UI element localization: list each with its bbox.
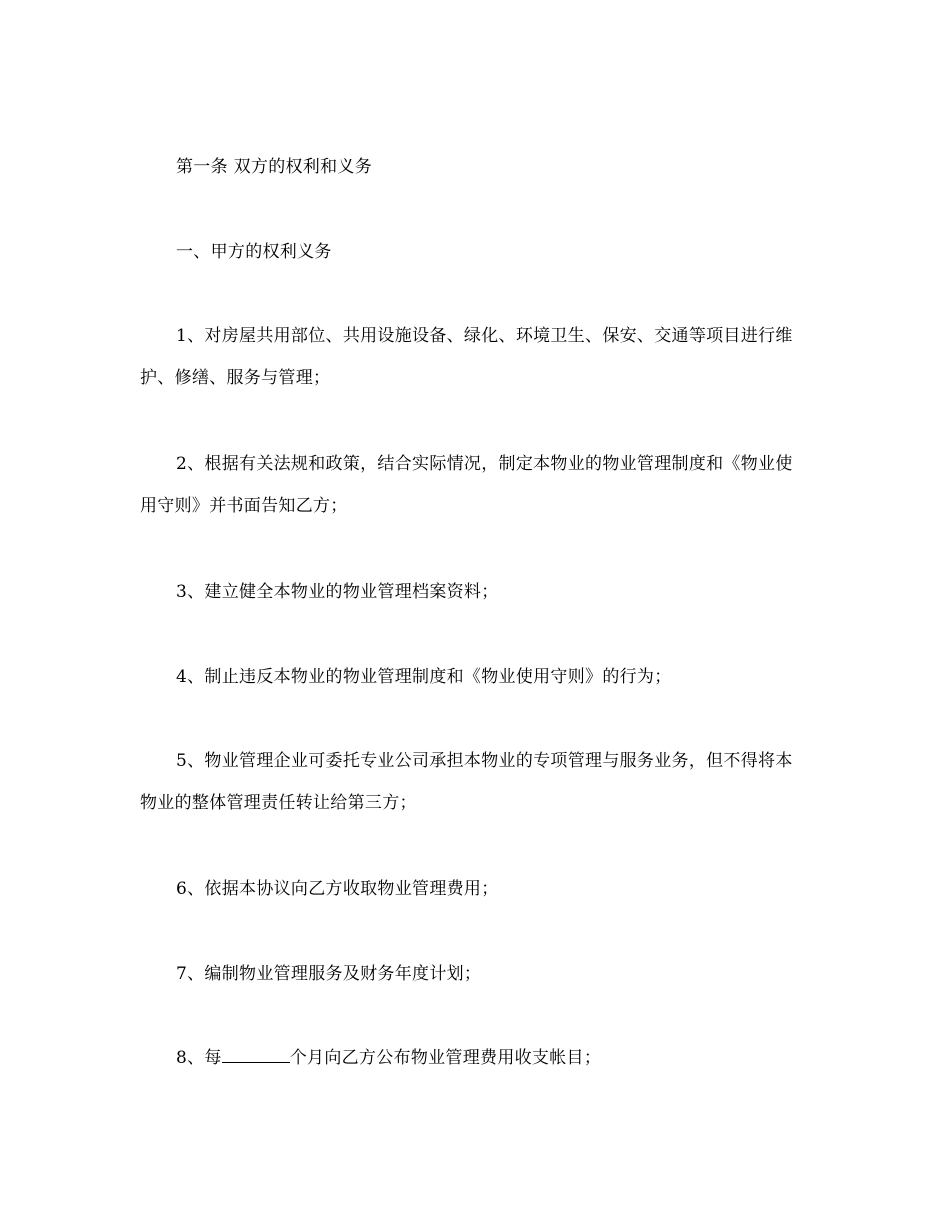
clause-item-5: 5、物业管理企业可委托专业公司承担本物业的专项管理与服务业务，但不得将本物业的整体管理责任转让给第三方；	[140, 751, 793, 813]
clause-item-2: 2、根据有关法规和政策，结合实际情况，制定本物业的物业管理制度和《物业使用守则》并书面告知乙方；	[140, 454, 793, 516]
clause-item-3: 3、建立健全本物业的物业管理档案资料；	[176, 582, 499, 602]
clause-item-7: 7、编制物业管理服务及财务年度计划；	[176, 964, 482, 984]
clause-item-8	[140, 1037, 805, 1079]
clause-item-1: 1、对房屋共用部位、共用设施设备、绿化、环境卫生、保安、交通等项目进行维护、修缮、服务与管理；	[140, 326, 793, 388]
section-heading: 一、甲方的权利义务	[176, 242, 332, 262]
clause-item-8-suffix: 个月向乙方公布物业管理费用收支帐目；	[289, 1048, 602, 1068]
clause-item-6: 6、依据本协议向乙方收取物业管理费用；	[176, 879, 499, 899]
article-heading: 第一条 双方的权利和义务	[176, 157, 373, 177]
fill-in-blank	[222, 1046, 290, 1063]
clause-item-8-prefix: 8、每	[176, 1048, 222, 1068]
clause-item-4: 4、制止违反本物业的物业管理制度和《物业使用守则》的行为；	[176, 667, 672, 687]
